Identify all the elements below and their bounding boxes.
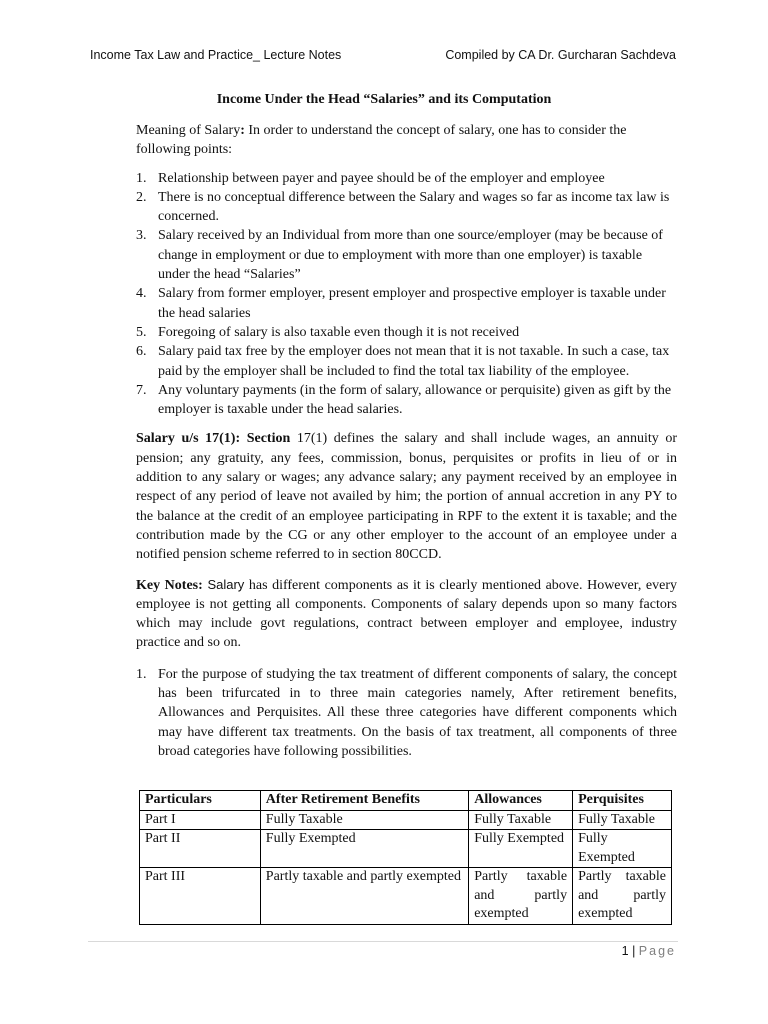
table-cell: Partly taxable and partly exempted xyxy=(260,868,468,925)
salary-points-list xyxy=(136,169,677,420)
table-header-cell: Allowances xyxy=(469,791,573,811)
section-lead: Salary u/s 17(1): Section xyxy=(136,431,291,447)
key-notes-text: has different components as it is clearly mentioned above. However, every employee is not getting all components. Components of salary depends upon so many factors which may include govt regulations, contract between employer and employee, industry practice and so on. xyxy=(136,577,677,651)
table-cell: Part II xyxy=(140,830,261,868)
list-item: 1. Relationship between payer and payee should be of the employer and employee xyxy=(136,170,605,186)
page-word: Page xyxy=(638,944,676,958)
table-cell: Fully Exempted xyxy=(469,830,573,868)
key-notes-first-word: Salary xyxy=(202,576,245,592)
meaning-text: In order to understand the concept of salary, one has to consider the following points: xyxy=(136,123,627,158)
table-cell: Part I xyxy=(140,810,261,830)
document-body xyxy=(136,121,677,761)
table-cell: Fully Taxable xyxy=(469,810,573,830)
table-cell: Part III xyxy=(140,868,261,925)
section-text: 17(1) defines the salary and shall include wages, an annuity or pension; any gratuity, any fees, commission, bonus, perquisites or profits in lieu of or in addition to any salary or wages; any advance salary; any payment received by an employee in respect of any period of leave not availed by him; the portion of annual accretion in any PY to the balance at the credit of an employee participating in RPF to the extent it is taxable; and the contribution made by the CG or any other employer to the account of an employee under a notified pension scheme referred to in section 80CCD. xyxy=(136,431,677,563)
list-item: 6. Salary paid tax free by the employer does not mean that it is not taxable. In such a case, tax paid by the employer shall be included to find the total tax liability of the employee. xyxy=(136,344,670,379)
tax-treatment-table xyxy=(139,790,672,925)
meaning-colon: : xyxy=(240,123,245,138)
table-row xyxy=(140,830,672,868)
meaning-paragraph xyxy=(136,121,677,160)
table-cell: Fully Exempted xyxy=(260,830,468,868)
section-17-1-paragraph xyxy=(136,429,677,564)
list-item: 2. There is no conceptual difference between the Salary and wages so far as income tax law is concerned. xyxy=(136,189,670,225)
document-title: Income Under the Head “Salaries” and its Computation xyxy=(216,92,552,107)
list-item: 1. For the purpose of studying the tax treatment of different components of salary, the concept has been trifurcated in to three main categories namely, After retirement benefits, Allowances and Perquisites. All these three categories have different components which may have different tax treatments. On the basis of tax treatment, all components of three broad categories have following possibilities. xyxy=(136,666,677,759)
list-item: 3. Salary received by an Individual from more than one source/employer (may be because of change in employment or due to employment with more than one employer) is taxable under the head “Salaries” xyxy=(136,228,663,283)
page-number xyxy=(622,944,676,958)
list-item: 4. Salary from former employer, present employer and prospective employer is taxable under the head salaries xyxy=(136,286,666,321)
table-cell: Partly taxable and partly exempted xyxy=(573,868,672,925)
list-item: 5. Foregoing of salary is also taxable even though it is not received xyxy=(136,324,520,340)
table-header-cell: Perquisites xyxy=(573,791,672,811)
table-header-row xyxy=(140,791,672,811)
table-header-cell: Particulars xyxy=(140,791,261,811)
page-number-separator: | xyxy=(628,944,639,958)
key-notes-paragraph xyxy=(136,575,677,653)
header-left: Income Tax Law and Practice_ Lecture Notes xyxy=(90,48,342,62)
meaning-lead: Meaning of Salary xyxy=(136,123,241,138)
table-cell: Fully Taxable xyxy=(573,810,672,830)
list-item: 7. Any voluntary payments (in the form of salary, allowance or perquisite) given as gift by the employer is taxable under the head salaries. xyxy=(136,382,672,418)
table-cell: Fully Taxable xyxy=(260,810,468,830)
key-notes-lead: Key Notes: xyxy=(136,577,203,593)
table-cell: Fully Exempted xyxy=(573,830,672,868)
page-number-value: 1 xyxy=(621,944,629,958)
table-header-cell: After Retirement Benefits xyxy=(260,791,468,811)
table-cell: Partly taxable and partly exempted xyxy=(469,868,573,925)
footer-divider xyxy=(88,941,678,942)
table-row xyxy=(140,810,672,830)
categories-list xyxy=(136,665,677,761)
table-row xyxy=(140,868,672,925)
header-right: Compiled by CA Dr. Gurcharan Sachdeva xyxy=(445,48,676,62)
page-header xyxy=(90,48,676,62)
